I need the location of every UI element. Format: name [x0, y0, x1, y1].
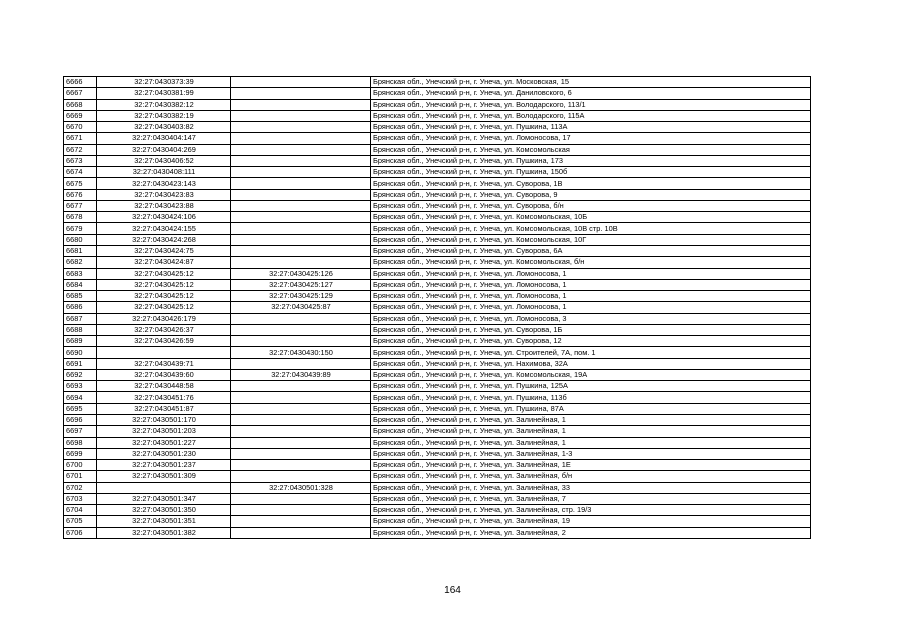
table-row [64, 392, 811, 403]
address-cell: Брянская обл., Унечский р-н, г. Унеча, ул. Залинейная, 1 [371, 414, 811, 425]
address-cell: Брянская обл., Унечский р-н, г. Унеча, ул. Суворова, 1В [371, 178, 811, 189]
secondary-cadastral-number-cell [231, 437, 371, 448]
row-number-cell: 6671 [64, 133, 97, 144]
row-number-cell: 6690 [64, 347, 97, 358]
address-cell: Брянская обл., Унечский р-н, г. Унеча, ул. Суворова, б/н [371, 200, 811, 211]
row-number-cell: 6666 [64, 77, 97, 88]
property-registry-table [63, 76, 811, 539]
address-cell: Брянская обл., Унечский р-н, г. Унеча, ул. Суворова, 12 [371, 336, 811, 347]
table-row [64, 437, 811, 448]
secondary-cadastral-number-cell [231, 448, 371, 459]
row-number-cell: 6699 [64, 448, 97, 459]
table-row [64, 99, 811, 110]
address-cell: Брянская обл., Унечский р-н, г. Унеча, ул. Залинейная, 19 [371, 516, 811, 527]
address-cell: Брянская обл., Унечский р-н, г. Унеча, ул. Даниловского, 6 [371, 88, 811, 99]
address-cell: Брянская обл., Унечский р-н, г. Унеча, ул. Залинейная, 1-3 [371, 448, 811, 459]
row-number-cell: 6706 [64, 527, 97, 538]
table-row [64, 77, 811, 88]
cadastral-number-cell: 32:27:0430382:12 [97, 99, 231, 110]
table-row [64, 178, 811, 189]
address-cell: Брянская обл., Унечский р-н, г. Унеча, ул. Ломоносова, 1 [371, 291, 811, 302]
row-number-cell: 6667 [64, 88, 97, 99]
cadastral-number-cell: 32:27:0430424:75 [97, 245, 231, 256]
table-row [64, 302, 811, 313]
address-cell: Брянская обл., Унечский р-н, г. Унеча, ул. Комсомольская, 10Б [371, 212, 811, 223]
cadastral-number-cell [97, 482, 231, 493]
secondary-cadastral-number-cell [231, 212, 371, 223]
row-number-cell: 6694 [64, 392, 97, 403]
secondary-cadastral-number-cell [231, 257, 371, 268]
address-cell: Брянская обл., Унечский р-н, г. Унеча, ул. Пушкина, 87А [371, 403, 811, 414]
address-cell: Брянская обл., Унечский р-н, г. Унеча, ул. Нахимова, 32А [371, 358, 811, 369]
table-row [64, 279, 811, 290]
row-number-cell: 6698 [64, 437, 97, 448]
row-number-cell: 6681 [64, 245, 97, 256]
cadastral-number-cell: 32:27:0430404:269 [97, 144, 231, 155]
table-row [64, 155, 811, 166]
table-row [64, 426, 811, 437]
row-number-cell: 6691 [64, 358, 97, 369]
cadastral-number-cell: 32:27:0430425:12 [97, 302, 231, 313]
cadastral-number-cell: 32:27:0430501:227 [97, 437, 231, 448]
table-row [64, 369, 811, 380]
cadastral-number-cell: 32:27:0430426:59 [97, 336, 231, 347]
registry-table-body [64, 77, 811, 539]
address-cell: Брянская обл., Унечский р-н, г. Унеча, ул. Пушкина, 150б [371, 167, 811, 178]
secondary-cadastral-number-cell [231, 189, 371, 200]
cadastral-number-cell: 32:27:0430425:12 [97, 291, 231, 302]
secondary-cadastral-number-cell [231, 471, 371, 482]
address-cell: Брянская обл., Унечский р-н, г. Унеча, ул. Володарского, 115А [371, 110, 811, 121]
secondary-cadastral-number-cell [231, 178, 371, 189]
table-row [64, 381, 811, 392]
cadastral-number-cell: 32:27:0430425:12 [97, 279, 231, 290]
row-number-cell: 6677 [64, 200, 97, 211]
cadastral-number-cell: 32:27:0430424:87 [97, 257, 231, 268]
secondary-cadastral-number-cell [231, 336, 371, 347]
table-row [64, 257, 811, 268]
row-number-cell: 6684 [64, 279, 97, 290]
secondary-cadastral-number-cell: 32:27:0430425:126 [231, 268, 371, 279]
row-number-cell: 6669 [64, 110, 97, 121]
table-row [64, 313, 811, 324]
table-row [64, 482, 811, 493]
row-number-cell: 6670 [64, 122, 97, 133]
cadastral-number-cell: 32:27:0430501:351 [97, 516, 231, 527]
address-cell: Брянская обл., Унечский р-н, г. Унеча, ул. Пушкина, 113б [371, 392, 811, 403]
row-number-cell: 6693 [64, 381, 97, 392]
address-cell: Брянская обл., Унечский р-н, г. Унеча, ул. Ломоносова, 3 [371, 313, 811, 324]
secondary-cadastral-number-cell [231, 88, 371, 99]
row-number-cell: 6676 [64, 189, 97, 200]
secondary-cadastral-number-cell [231, 493, 371, 504]
secondary-cadastral-number-cell [231, 313, 371, 324]
cadastral-number-cell: 32:27:0430501:203 [97, 426, 231, 437]
cadastral-number-cell: 32:27:0430439:71 [97, 358, 231, 369]
cadastral-number-cell: 32:27:0430448:58 [97, 381, 231, 392]
cadastral-number-cell: 32:27:0430426:37 [97, 324, 231, 335]
table-row [64, 88, 811, 99]
cadastral-number-cell: 32:27:0430451:87 [97, 403, 231, 414]
address-cell: Брянская обл., Унечский р-н, г. Унеча, ул. Комсомольская, 10Г [371, 234, 811, 245]
table-row [64, 268, 811, 279]
secondary-cadastral-number-cell [231, 460, 371, 471]
row-number-cell: 6701 [64, 471, 97, 482]
cadastral-number-cell: 32:27:0430501:347 [97, 493, 231, 504]
table-row [64, 336, 811, 347]
row-number-cell: 6700 [64, 460, 97, 471]
address-cell: Брянская обл., Унечский р-н, г. Унеча, ул. Залинейная, 1Е [371, 460, 811, 471]
address-cell: Брянская обл., Унечский р-н, г. Унеча, ул. Залинейная, 1 [371, 426, 811, 437]
cadastral-number-cell: 32:27:0430501:309 [97, 471, 231, 482]
table-row [64, 167, 811, 178]
secondary-cadastral-number-cell [231, 122, 371, 133]
cadastral-number-cell: 32:27:0430501:382 [97, 527, 231, 538]
table-row [64, 347, 811, 358]
address-cell: Брянская обл., Унечский р-н, г. Унеча, ул. Залинейная, 33 [371, 482, 811, 493]
address-cell: Брянская обл., Унечский р-н, г. Унеча, ул. Пушкина, 113А [371, 122, 811, 133]
table-row [64, 223, 811, 234]
address-cell: Брянская обл., Унечский р-н, г. Унеча, ул. Володарского, 113/1 [371, 99, 811, 110]
secondary-cadastral-number-cell [231, 381, 371, 392]
cadastral-number-cell: 32:27:0430501:170 [97, 414, 231, 425]
secondary-cadastral-number-cell [231, 155, 371, 166]
secondary-cadastral-number-cell [231, 223, 371, 234]
cadastral-number-cell: 32:27:0430439:60 [97, 369, 231, 380]
address-cell: Брянская обл., Унечский р-н, г. Унеча, ул. Ломоносова, 17 [371, 133, 811, 144]
row-number-cell: 6697 [64, 426, 97, 437]
row-number-cell: 6705 [64, 516, 97, 527]
row-number-cell: 6673 [64, 155, 97, 166]
secondary-cadastral-number-cell [231, 167, 371, 178]
cadastral-number-cell: 32:27:0430406:52 [97, 155, 231, 166]
row-number-cell: 6704 [64, 505, 97, 516]
cadastral-number-cell: 32:27:0430404:147 [97, 133, 231, 144]
address-cell: Брянская обл., Унечский р-н, г. Унеча, ул. Залинейная, 7 [371, 493, 811, 504]
secondary-cadastral-number-cell: 32:27:0430425:127 [231, 279, 371, 290]
table-row [64, 324, 811, 335]
row-number-cell: 6703 [64, 493, 97, 504]
secondary-cadastral-number-cell [231, 358, 371, 369]
table-row [64, 448, 811, 459]
page-number: 164 [444, 585, 461, 596]
cadastral-number-cell: 32:27:0430423:88 [97, 200, 231, 211]
table-row [64, 527, 811, 538]
secondary-cadastral-number-cell [231, 99, 371, 110]
row-number-cell: 6696 [64, 414, 97, 425]
table-row [64, 212, 811, 223]
secondary-cadastral-number-cell: 32:27:0430425:87 [231, 302, 371, 313]
address-cell: Брянская обл., Унечский р-н, г. Унеча, ул. Комсомольская, 10В стр. 10В [371, 223, 811, 234]
row-number-cell: 6668 [64, 99, 97, 110]
table-row [64, 460, 811, 471]
table-row [64, 505, 811, 516]
cadastral-number-cell: 32:27:0430425:12 [97, 268, 231, 279]
address-cell: Брянская обл., Унечский р-н, г. Унеча, ул. Комсомольская, б/н [371, 257, 811, 268]
table-row [64, 144, 811, 155]
secondary-cadastral-number-cell: 32:27:0430425:129 [231, 291, 371, 302]
address-cell: Брянская обл., Унечский р-н, г. Унеча, ул. Суворова, 1Б [371, 324, 811, 335]
cadastral-number-cell: 32:27:0430424:155 [97, 223, 231, 234]
table-row [64, 189, 811, 200]
secondary-cadastral-number-cell [231, 403, 371, 414]
row-number-cell: 6692 [64, 369, 97, 380]
row-number-cell: 6672 [64, 144, 97, 155]
secondary-cadastral-number-cell [231, 414, 371, 425]
address-cell: Брянская обл., Унечский р-н, г. Унеча, ул. Залинейная, стр. 19/3 [371, 505, 811, 516]
table-row [64, 471, 811, 482]
secondary-cadastral-number-cell [231, 392, 371, 403]
cadastral-number-cell: 32:27:0430408:111 [97, 167, 231, 178]
address-cell: Брянская обл., Унечский р-н, г. Унеча, ул. Пушкина, 173 [371, 155, 811, 166]
cadastral-number-cell: 32:27:0430451:76 [97, 392, 231, 403]
row-number-cell: 6675 [64, 178, 97, 189]
row-number-cell: 6702 [64, 482, 97, 493]
address-cell: Брянская обл., Унечский р-н, г. Унеча, ул. Строителей, 7А, пом. 1 [371, 347, 811, 358]
cadastral-number-cell: 32:27:0430423:143 [97, 178, 231, 189]
row-number-cell: 6678 [64, 212, 97, 223]
cadastral-number-cell: 32:27:0430424:106 [97, 212, 231, 223]
secondary-cadastral-number-cell [231, 245, 371, 256]
row-number-cell: 6695 [64, 403, 97, 414]
cadastral-number-cell: 32:27:0430501:230 [97, 448, 231, 459]
secondary-cadastral-number-cell [231, 505, 371, 516]
secondary-cadastral-number-cell [231, 77, 371, 88]
cadastral-number-cell: 32:27:0430501:350 [97, 505, 231, 516]
secondary-cadastral-number-cell: 32:27:0430430:150 [231, 347, 371, 358]
secondary-cadastral-number-cell [231, 426, 371, 437]
cadastral-number-cell: 32:27:0430423:83 [97, 189, 231, 200]
address-cell: Брянская обл., Унечский р-н, г. Унеча, ул. Комсомольская [371, 144, 811, 155]
row-number-cell: 6686 [64, 302, 97, 313]
cadastral-number-cell [97, 347, 231, 358]
row-number-cell: 6685 [64, 291, 97, 302]
table-row [64, 133, 811, 144]
secondary-cadastral-number-cell [231, 527, 371, 538]
secondary-cadastral-number-cell [231, 133, 371, 144]
secondary-cadastral-number-cell: 32:27:0430501:328 [231, 482, 371, 493]
cadastral-number-cell: 32:27:0430373:39 [97, 77, 231, 88]
address-cell: Брянская обл., Унечский р-н, г. Унеча, ул. Ломоносова, 1 [371, 268, 811, 279]
address-cell: Брянская обл., Унечский р-н, г. Унеча, ул. Залинейная, 2 [371, 527, 811, 538]
table-row [64, 200, 811, 211]
row-number-cell: 6679 [64, 223, 97, 234]
address-cell: Брянская обл., Унечский р-н, г. Унеча, ул. Московская, 15 [371, 77, 811, 88]
table-row [64, 234, 811, 245]
table-row [64, 291, 811, 302]
table-row [64, 245, 811, 256]
secondary-cadastral-number-cell [231, 234, 371, 245]
cadastral-number-cell: 32:27:0430382:19 [97, 110, 231, 121]
row-number-cell: 6688 [64, 324, 97, 335]
table-row [64, 516, 811, 527]
row-number-cell: 6683 [64, 268, 97, 279]
cadastral-number-cell: 32:27:0430424:268 [97, 234, 231, 245]
address-cell: Брянская обл., Унечский р-н, г. Унеча, ул. Залинейная, 1 [371, 437, 811, 448]
address-cell: Брянская обл., Унечский р-н, г. Унеча, ул. Суворова, 9 [371, 189, 811, 200]
address-cell: Брянская обл., Унечский р-н, г. Унеча, ул. Пушкина, 125А [371, 381, 811, 392]
secondary-cadastral-number-cell [231, 110, 371, 121]
cadastral-number-cell: 32:27:0430381:99 [97, 88, 231, 99]
table-row [64, 493, 811, 504]
secondary-cadastral-number-cell [231, 144, 371, 155]
cadastral-number-cell: 32:27:0430426:179 [97, 313, 231, 324]
address-cell: Брянская обл., Унечский р-н, г. Унеча, ул. Комсомольская, 19А [371, 369, 811, 380]
row-number-cell: 6687 [64, 313, 97, 324]
secondary-cadastral-number-cell: 32:27:0430439:89 [231, 369, 371, 380]
row-number-cell: 6682 [64, 257, 97, 268]
table-row [64, 358, 811, 369]
address-cell: Брянская обл., Унечский р-н, г. Унеча, ул. Залинейная, б/н [371, 471, 811, 482]
row-number-cell: 6689 [64, 336, 97, 347]
row-number-cell: 6680 [64, 234, 97, 245]
address-cell: Брянская обл., Унечский р-н, г. Унеча, ул. Ломоносова, 1 [371, 302, 811, 313]
secondary-cadastral-number-cell [231, 324, 371, 335]
secondary-cadastral-number-cell [231, 516, 371, 527]
row-number-cell: 6674 [64, 167, 97, 178]
secondary-cadastral-number-cell [231, 200, 371, 211]
cadastral-number-cell: 32:27:0430403:82 [97, 122, 231, 133]
table-row [64, 122, 811, 133]
table-row [64, 403, 811, 414]
address-cell: Брянская обл., Унечский р-н, г. Унеча, ул. Ломоносова, 1 [371, 279, 811, 290]
address-cell: Брянская обл., Унечский р-н, г. Унеча, ул. Суворова, 6А [371, 245, 811, 256]
table-row [64, 110, 811, 121]
cadastral-number-cell: 32:27:0430501:237 [97, 460, 231, 471]
table-row [64, 414, 811, 425]
